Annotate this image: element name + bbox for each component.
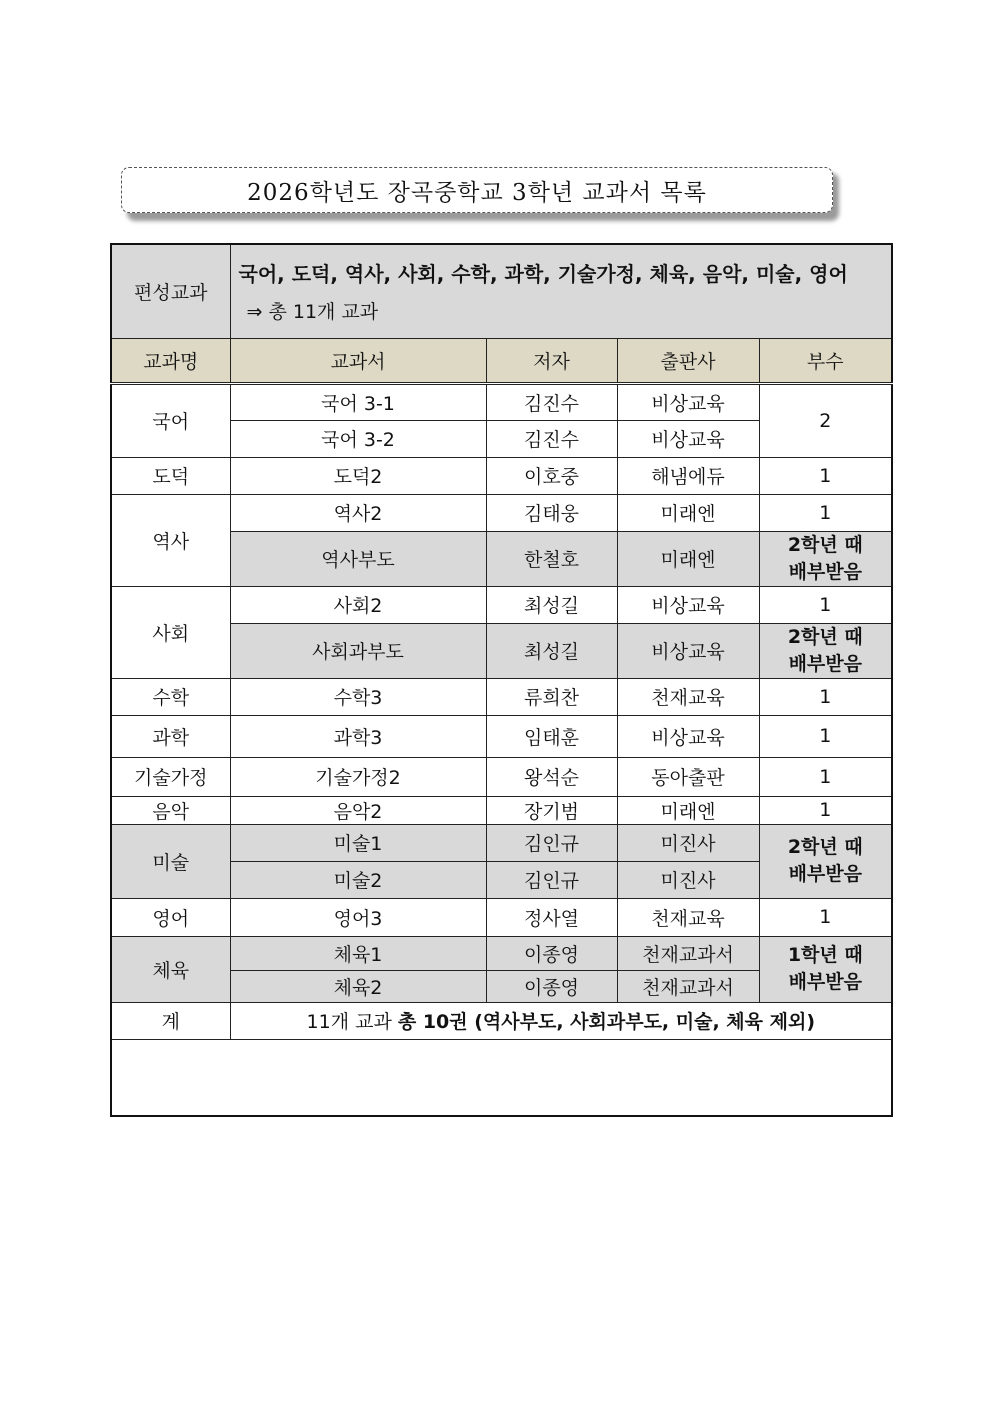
cell-publisher: 미래엔 xyxy=(617,494,759,531)
header-author: 저자 xyxy=(486,338,617,383)
cell-publisher: 동아출판 xyxy=(617,757,759,796)
cell-publisher: 비상교육 xyxy=(617,623,759,678)
cell-subject: 체육 xyxy=(111,936,230,1002)
cell-author: 한철호 xyxy=(486,531,617,586)
cell-author: 왕석순 xyxy=(486,757,617,796)
cell-publisher: 비상교육 xyxy=(617,383,759,420)
cell-author: 최성길 xyxy=(486,623,617,678)
composition-cell xyxy=(230,244,892,338)
total-summary-bold: 총 10권 (역사부도, 사회과부도, 미술, 체육 제외) xyxy=(397,1011,816,1033)
cell-textbook: 수학3 xyxy=(230,678,486,715)
cell-subject: 음악 xyxy=(111,796,230,824)
cell-subject: 기술가정 xyxy=(111,757,230,796)
cell-author: 정사열 xyxy=(486,898,617,936)
copies-note-line2: 배부받음 xyxy=(788,560,862,583)
cell-textbook: 기술가정2 xyxy=(230,757,486,796)
cell-publisher: 해냄에듀 xyxy=(617,457,759,494)
cell-textbook: 역사2 xyxy=(230,494,486,531)
cell-textbook: 도덕2 xyxy=(230,457,486,494)
cell-copies: 1 xyxy=(759,586,892,623)
cell-author: 김진수 xyxy=(486,420,617,457)
cell-textbook: 사회과부도 xyxy=(230,623,486,678)
cell-copies xyxy=(759,936,892,1002)
header-textbook: 교과서 xyxy=(230,338,486,383)
page-title: 2026학년도 장곡중학교 3학년 교과서 목록 xyxy=(247,179,707,206)
composition-label: 편성교과 xyxy=(111,244,230,338)
cell-textbook: 음악2 xyxy=(230,796,486,824)
cell-author: 김인규 xyxy=(486,824,617,861)
title-box xyxy=(121,167,833,213)
total-summary-plain: 11개 교과 xyxy=(306,1011,392,1033)
copies-note-line2: 배부받음 xyxy=(788,652,862,675)
total-label: 계 xyxy=(111,1002,230,1039)
title-banner xyxy=(121,167,841,223)
cell-author: 김인규 xyxy=(486,861,617,898)
table-row xyxy=(111,824,892,861)
empty-notes-row xyxy=(111,1039,892,1116)
cell-subject: 역사 xyxy=(111,494,230,586)
cell-publisher: 천재교육 xyxy=(617,678,759,715)
cell-publisher: 천재교육 xyxy=(617,898,759,936)
cell-subject: 미술 xyxy=(111,824,230,898)
cell-author: 김태웅 xyxy=(486,494,617,531)
table-row xyxy=(111,586,892,623)
cell-subject: 사회 xyxy=(111,586,230,678)
cell-copies: 1 xyxy=(759,796,892,824)
cell-publisher: 비상교육 xyxy=(617,715,759,757)
cell-author: 이종영 xyxy=(486,970,617,1002)
cell-publisher: 미진사 xyxy=(617,861,759,898)
cell-textbook: 체육1 xyxy=(230,936,486,970)
cell-textbook: 과학3 xyxy=(230,715,486,757)
copies-note-line1: 2학년 때 xyxy=(787,533,863,556)
cell-subject: 국어 xyxy=(111,383,230,457)
cell-subject: 영어 xyxy=(111,898,230,936)
table-row xyxy=(111,457,892,494)
cell-publisher: 미래엔 xyxy=(617,531,759,586)
copies-note-line1: 2학년 때 xyxy=(787,625,863,648)
cell-textbook: 미술1 xyxy=(230,824,486,861)
cell-author: 류희찬 xyxy=(486,678,617,715)
header-row xyxy=(111,338,892,383)
cell-publisher: 천재교과서 xyxy=(617,936,759,970)
cell-subject: 수학 xyxy=(111,678,230,715)
composition-total: ⇒ 총 11개 교과 xyxy=(246,301,379,324)
cell-textbook: 사회2 xyxy=(230,586,486,623)
table-row xyxy=(111,715,892,757)
cell-copies: 1 xyxy=(759,715,892,757)
cell-publisher: 천재교과서 xyxy=(617,970,759,1002)
table-row xyxy=(111,383,892,420)
total-summary xyxy=(230,1002,892,1039)
copies-note-line1: 2학년 때 xyxy=(787,836,863,858)
table-row xyxy=(111,757,892,796)
table-row xyxy=(111,494,892,531)
cell-textbook: 국어 3-1 xyxy=(230,383,486,420)
cell-textbook: 미술2 xyxy=(230,861,486,898)
table-row xyxy=(111,678,892,715)
cell-author: 이종영 xyxy=(486,936,617,970)
header-copies: 부수 xyxy=(759,338,892,383)
cell-author: 이호중 xyxy=(486,457,617,494)
cell-copies: 2 xyxy=(759,383,892,457)
cell-copies: 1 xyxy=(759,494,892,531)
cell-publisher: 비상교육 xyxy=(617,420,759,457)
cell-author: 장기범 xyxy=(486,796,617,824)
cell-copies: 1 xyxy=(759,457,892,494)
cell-subject: 과학 xyxy=(111,715,230,757)
table-row xyxy=(111,898,892,936)
cell-publisher: 미래엔 xyxy=(617,796,759,824)
table-row xyxy=(111,796,892,824)
header-publisher: 출판사 xyxy=(617,338,759,383)
cell-subject: 도덕 xyxy=(111,457,230,494)
cell-copies xyxy=(759,824,892,898)
empty-notes-cell xyxy=(111,1039,892,1116)
copies-note-line2: 배부받음 xyxy=(788,971,862,993)
cell-publisher: 미진사 xyxy=(617,824,759,861)
header-subject: 교과명 xyxy=(111,338,230,383)
composition-row xyxy=(111,244,892,338)
copies-note-line1: 1학년 때 xyxy=(787,944,863,966)
total-row xyxy=(111,1002,892,1039)
copies-note-line2: 배부받음 xyxy=(788,863,862,885)
table-row xyxy=(111,936,892,970)
cell-author: 김진수 xyxy=(486,383,617,420)
cell-copies: 1 xyxy=(759,898,892,936)
cell-textbook: 영어3 xyxy=(230,898,486,936)
cell-copies xyxy=(759,531,892,586)
cell-publisher: 비상교육 xyxy=(617,586,759,623)
cell-textbook: 국어 3-2 xyxy=(230,420,486,457)
textbook-table xyxy=(110,243,893,1117)
cell-copies xyxy=(759,623,892,678)
cell-textbook: 역사부도 xyxy=(230,531,486,586)
cell-author: 최성길 xyxy=(486,586,617,623)
cell-copies: 1 xyxy=(759,678,892,715)
cell-author: 임태훈 xyxy=(486,715,617,757)
cell-copies: 1 xyxy=(759,757,892,796)
composition-subjects: 국어, 도덕, 역사, 사회, 수학, 과학, 기술가정, 체육, 음악, 미술, 영어 xyxy=(238,262,848,287)
cell-textbook: 체육2 xyxy=(230,970,486,1002)
